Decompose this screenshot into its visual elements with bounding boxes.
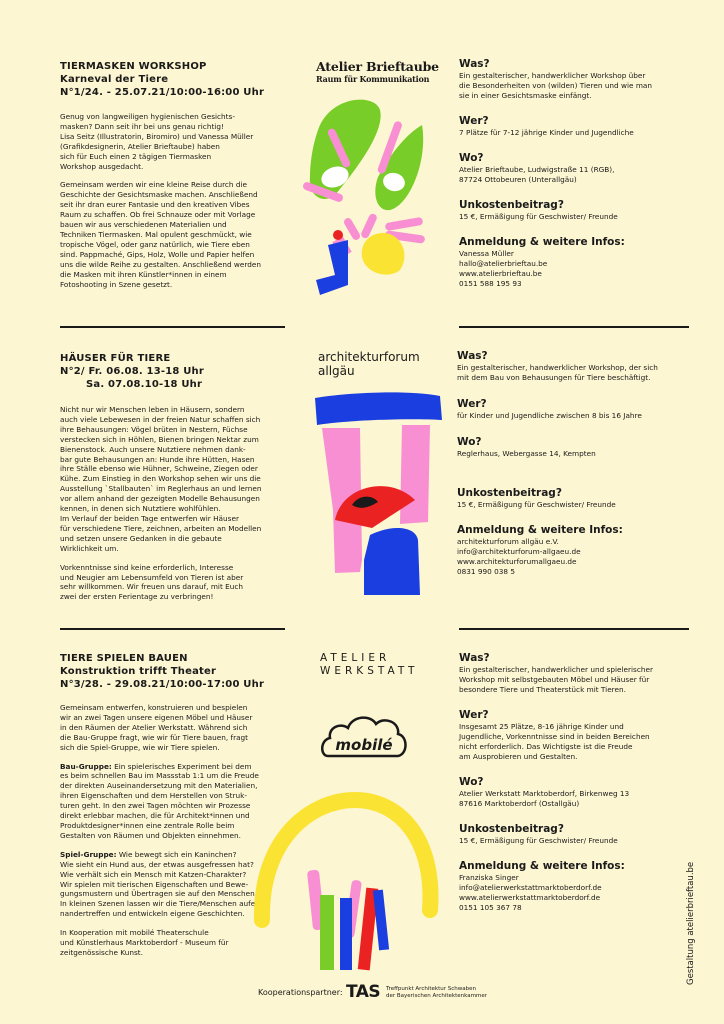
- animal-mask-illustration: [290, 85, 450, 300]
- play-arch-illustration: [250, 770, 450, 975]
- website-link[interactable]: www.atelierbrieftau.be: [459, 269, 542, 278]
- divider: [60, 326, 285, 328]
- spiel-gruppe-text: Spiel-Gruppe: Wie bewegt sich ein Kaninchen? Wie sieht ein Hund aus, der etwas ausgefressen hat? Wie verhält sich ein Mensch mit Katzen-Charakter? Wir spielen mit tierischen Eigenschaften und Bewe- gungsmustern und Übertragen sie auf den Menschen. In kleinen Szenen lassen wir die Tiere/Menschen aufei- nandertreffen und entwickeln eigene Geschichten.: [60, 849, 260, 919]
- website-link[interactable]: www.architekturforumallgaeu.de: [457, 557, 577, 566]
- tas-subtitle: Treffpunkt Architektur Schwaben der Bayerischen Architektenkammer: [386, 986, 487, 999]
- section3-info: Was? Ein gestalterischer, handwerklicher und spielerischer Workshop mit selbstgebauten Möbel und Häuser für besondere Tiere und Theaterstück mit Tieren. Wer? Insgesamt 25 Plätze, 8-16 jährige Kinder und Jugendliche, Vorkenntnisse sind in beiden Bereichen nicht erforderlich. Das Wichtigste ist die Freude am Ausprobieren und Gestalten. Wo? Atelier Werkstatt Marktoberdorf, Birkenweg 13 87616 Marktoberdorf (Ostallgäu) Unkostenbeitrag? 15 €, Ermäßigung für Geschwister/ Freunde Anmeldung & weitere Infos: Franziska Singer info@atelierwerkstattmarktoberdorf.de www.atelierwerkstattmarktoberdorf.de 0151 105 367 78: [459, 652, 653, 912]
- divider: [459, 326, 689, 328]
- section3-cooperation: In Kooperation mit mobilé Theaterschule und Künstlerhaus Marktoberdorf - Museum für zeitgenössische Kunst.: [60, 928, 229, 957]
- section2-body: [60, 405, 295, 611]
- atelier-werkstatt-logo: ATELIER WERKSTATT: [320, 652, 419, 677]
- mobile-cloud-logo: [318, 708, 410, 764]
- section1-description: Gemeinsam werden wir eine kleine Reise durch die Geschichte der Gesichtsmaske machen. Anschließend seit ihr dran eurer Fantasie und den kreativen Vibes Raum zu schaffen. Ob frei Schnauze oder mit Vorlage bauen wir aus verschiedenen Materialien und Techniken Tiermasken. Mal opulent geschmückt, wie tropische Vögel, oder ganz natürlich, wie Tiere eben sind. Pappmaché, Gips, Holz, Wolle und Papier helfen uns die wilde Reihe zu gestalten. Anschließend werden die Masken mit ihren Künstler*innen in einem Fotoshooting in Szene gesetzt.: [60, 180, 261, 289]
- section3-title: TIERE SPIELEN BAUEN Konstruktion trifft Theater N°3/28. - 29.08.21/10:00-17:00 Uhr: [60, 653, 265, 690]
- email-link[interactable]: info@atelierwerkstattmarktoberdorf.de: [459, 883, 602, 892]
- section1-intro: Genug von langweiligen hygienischen Gesichts- masken? Dann seit ihr bei uns genau richtig! Lisa Seitz (Illustratorin, Biromiro) und Vanessa Müller (Grafikdesignerin, Atelier Brieftaube) haben sich für Euch einen 2 tägigen Tiermasken Workshop ausgedacht.: [60, 112, 254, 171]
- house-illustration: [300, 390, 450, 605]
- cooperation-label: Kooperationspartner:: [258, 988, 343, 997]
- section2-title: HÄUSER FÜR TIERE N°2/ Fr. 06.08. 13-18 Uhr Sa. 07.08.10-18 Uhr: [60, 353, 204, 390]
- email-link[interactable]: hallo@atelierbrieftau.be: [459, 259, 548, 268]
- section2-closing: Vorkenntnisse sind keine erforderlich, Interesse und Neugier am Lebensumfeld von Tieren ist aber sehr willkommen. Wir freuen uns darauf, mit Euch zwei der ersten Ferientage zu verbringen!: [60, 562, 244, 602]
- section1-title: TIERMASKEN WORKSHOP Karneval der Tiere N°1/24. - 25.07.21/10:00-16:00 Uhr: [60, 61, 265, 98]
- section2-description: Nicht nur wir Menschen leben in Häusern, sondern auch viele Lebewesen in der freien Natur schaffen sich ihre Behausungen: Vögel brüten in Nestern, Füchse verstecken sich in Höhlen, Bienen bringen Nektar zum Bienenstock. Auch unsere Nutztiere nehmen dank- bar gute Behausungen an: Hunde ihre Hütten, Hasen ihre Ställe ebenso wie Hühner, Schweine, Ziegen oder Kühe. Zum Einstieg in den Workshop sehen wir uns die Ausstellung `Stallbauten` im Reglerhaus an und lernen vor allem anhand der gezeigten Modelle Behausungen kennen, in denen sich Nutztiere wohlfühlen. Im Verlauf der beiden Tage entwerfen wir Häuser für verschiedene Tiere, zeichnen, arbeiten an Modellen und setzen unsere Gedanken in die gebaute Wirklichkeit um.: [60, 405, 262, 553]
- bau-gruppe-text: Bau-Gruppe: Ein spielerisches Experiment bei dem es beim schnellen Bau im Massstab 1:1 um die Freude der direkten Auseinandersetzung mit den Materialien, ihren Eigenschaften und dem Herstellen von Struk- turen geht. In den zwei Tagen möchten wir Prozesse direkt erlebbar machen, die für Architekt*innen und Produktdesigner*innen eine zentrale Rolle beim Gestalten von Räumen und Objekten einnehmen.: [60, 761, 259, 840]
- section3-intro: Gemeinsam entwerfen, konstruieren und bespielen wir an zwei Tagen unsere eigenen Möbel und Häuser in den Räumen der Atelier Werkstatt. Während sich die Bau-Gruppe fragt, wie wir für Tiere bauen, fragt sich die Spiel-Gruppe, wie wir Tiere spielen.: [60, 703, 253, 752]
- tas-logo: TAS: [346, 982, 381, 1002]
- svg-text:mobilé: mobilé: [335, 736, 393, 754]
- atelier-brieftaube-logo: Atelier Brieftaube Raum für Kommunikation: [316, 59, 439, 84]
- architekturforum-logo: architekturforum allgäu: [318, 350, 420, 378]
- section2-info: Was? Ein gestalterischer, handwerklicher Workshop, der sich mit dem Bau von Behausungen für Tiere beschäftigt. Wer? für Kinder und Jugendliche zwischen 8 bis 16 Jahre Wo? Reglerhaus, Webergasse 14, Kempten Unkostenbeitrag? 15 €, Ermäßigung für Geschwister/ Freunde Anmeldung & weitere Infos: architekturforum allgäu e.V. info@architekturforum-allgaeu.de www.architekturforumallgaeu.de 0831 990 038 5: [457, 350, 658, 576]
- divider: [459, 628, 689, 630]
- email-link[interactable]: info@architekturforum-allgaeu.de: [457, 547, 581, 556]
- design-credit: Gestaltung atelierbrieftau.be: [686, 861, 696, 985]
- section1-body: [60, 112, 295, 298]
- divider: [60, 628, 285, 630]
- section1-info: Was? Ein gestalterischer, handwerklicher Workshop über die Besonderheiten von (wilden) Tieren und wie man sie in einer Gesichtsmaske einfängt. Wer? 7 Plätze für 7-12 jährige Kinder und Jugendliche Wo? Atelier Brieftaube, Ludwigstraße 11 (RGB), 87724 Ottobeuren (Unterallgäu) Unkostenbeitrag? 15 €, Ermäßigung für Geschwister/ Freunde Anmeldung & weitere Infos: Vanessa Müller hallo@atelierbrieftau.be www.atelierbrieftau.be 0151 588 195 93: [459, 58, 653, 288]
- website-link[interactable]: www.atelierwerkstattmarktoberdorf.de: [459, 893, 601, 902]
